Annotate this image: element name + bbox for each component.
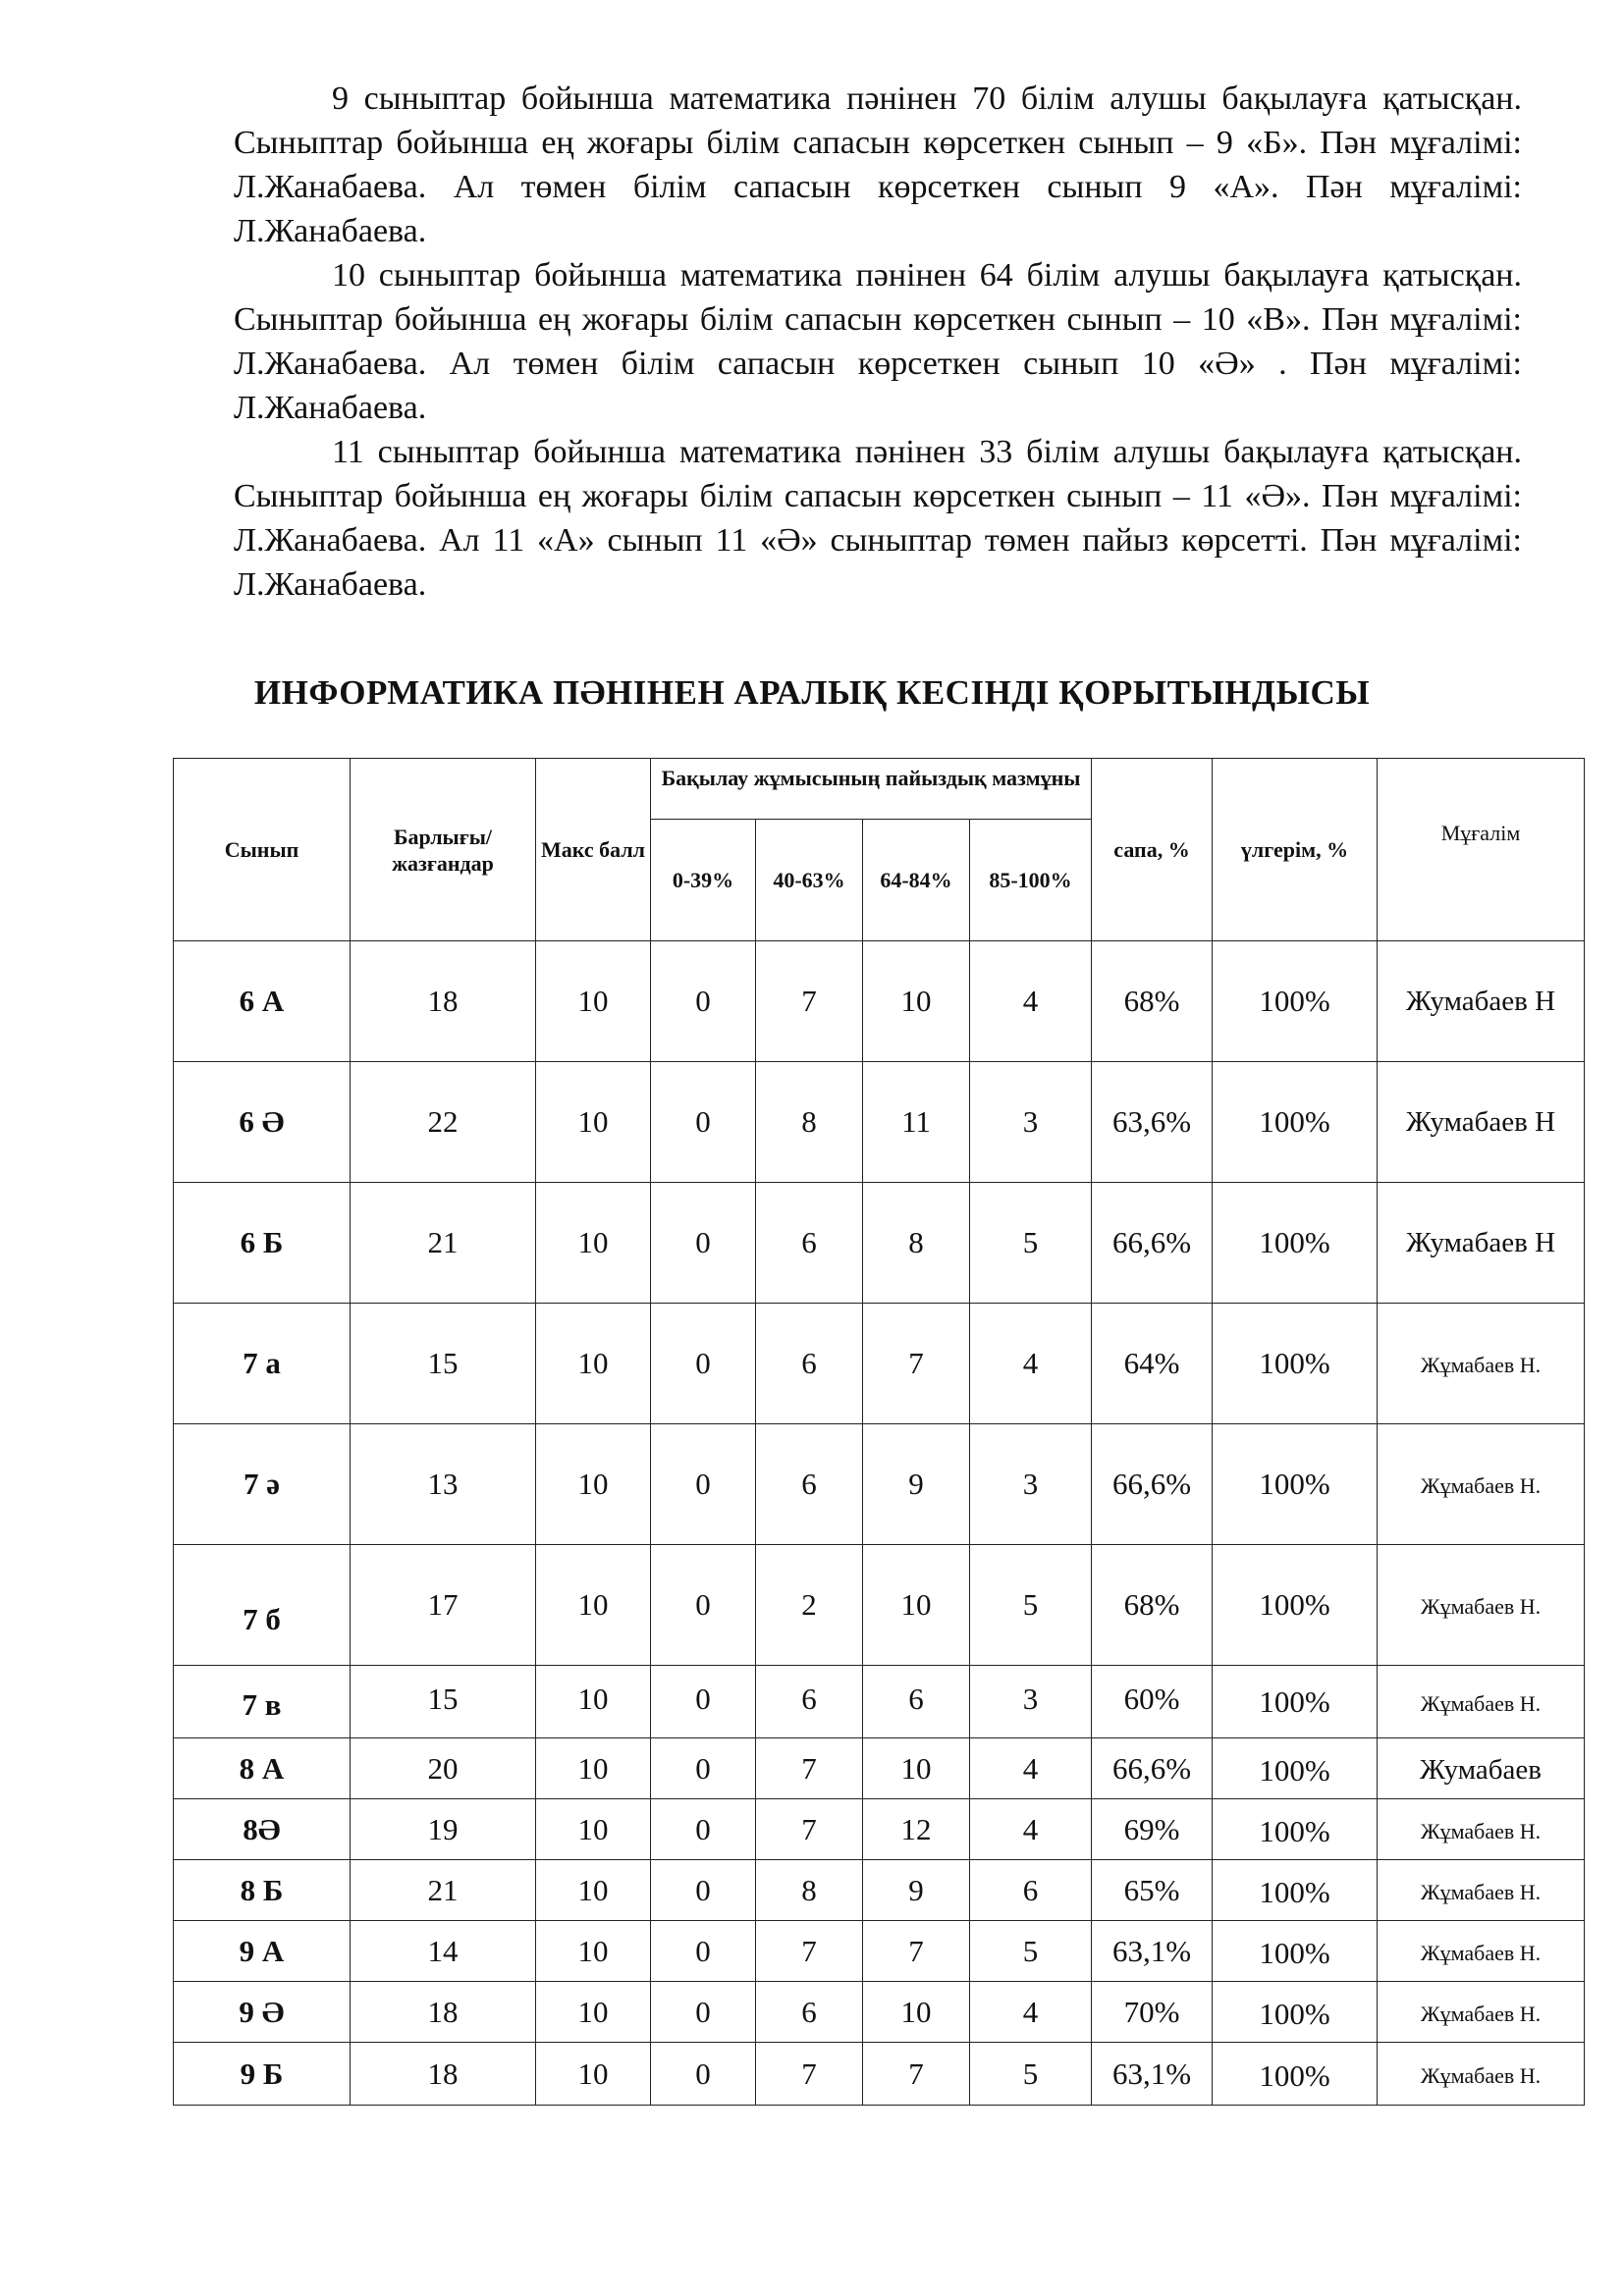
range-40-63-cell: 8 — [756, 1062, 863, 1183]
max-cell: 10 — [536, 1799, 651, 1860]
header-class: Сынып — [174, 759, 351, 941]
total-cell: 21 — [351, 1183, 536, 1304]
quality-cell: 63,1% — [1092, 2043, 1213, 2106]
total-cell: 15 — [351, 1304, 536, 1424]
range-64-84-cell: 10 — [863, 941, 970, 1062]
range-64-84-cell: 11 — [863, 1062, 970, 1183]
range-0-39-cell: 0 — [651, 1921, 756, 1982]
range-40-63-cell: 7 — [756, 1738, 863, 1799]
range-0-39-cell: 0 — [651, 1666, 756, 1738]
range-0-39-cell: 0 — [651, 1183, 756, 1304]
range-64-84-cell: 9 — [863, 1860, 970, 1921]
range-0-39-cell: 0 — [651, 1799, 756, 1860]
class-cell: 6 Б — [174, 1183, 351, 1304]
total-cell: 21 — [351, 1860, 536, 1921]
total-cell: 18 — [351, 2043, 536, 2106]
header-quality: сапа, % — [1092, 759, 1213, 941]
teacher-cell: Жұмабаев Н. — [1378, 1921, 1585, 1982]
range-85-100-cell: 3 — [970, 1062, 1092, 1183]
quality-cell: 70% — [1092, 1982, 1213, 2043]
table-row — [174, 1982, 1585, 2043]
class-cell: 7 ә — [174, 1424, 351, 1545]
range-64-84-cell: 9 — [863, 1424, 970, 1545]
class-cell: 8Ә — [174, 1799, 351, 1860]
section-title: ИНФОРМАТИКА ПӘНІНЕН АРАЛЫҚ КЕСІНДІ ҚОРЫТЫНДЫСЫ — [253, 673, 1371, 712]
range-85-100-cell: 5 — [970, 1921, 1092, 1982]
teacher-cell: Жұмабаев Н. — [1378, 1860, 1585, 1921]
range-0-39-cell: 0 — [651, 1545, 756, 1666]
paragraph-grade-9: 9 сыныптар бойынша математика пәнінен 70 білім алушы бақылауға қатысқан. Сыныптар бойынша ең жоғары білім сапасын көрсеткен сынып – 9 «Б». Пән мұғалімі: Л.Жанабаева. Ал төмен білім сапасын көрсеткен сынып 9 «А». Пән мұғалімі: Л.Жанабаева. — [234, 80, 1522, 249]
table-row — [174, 1062, 1585, 1183]
range-0-39-cell: 0 — [651, 1062, 756, 1183]
teacher-cell: Жумабаев Н — [1378, 941, 1585, 1062]
quality-cell: 66,6% — [1092, 1183, 1213, 1304]
quality-cell: 63,6% — [1092, 1062, 1213, 1183]
range-40-63-cell: 6 — [756, 1183, 863, 1304]
progress-cell: 100% — [1213, 2043, 1378, 2106]
class-cell: 7 а — [174, 1304, 351, 1424]
header-max-score: Макс балл — [536, 759, 651, 941]
quality-cell: 60% — [1092, 1666, 1213, 1738]
range-0-39-cell: 0 — [651, 1738, 756, 1799]
max-cell: 10 — [536, 2043, 651, 2106]
table-row — [174, 1860, 1585, 1921]
max-cell: 10 — [536, 1545, 651, 1666]
total-cell: 22 — [351, 1062, 536, 1183]
table-row — [174, 1799, 1585, 1860]
class-cell: 6 А — [174, 941, 351, 1062]
range-64-84-cell: 7 — [863, 1921, 970, 1982]
teacher-cell: Жумабаев Н — [1378, 1183, 1585, 1304]
range-40-63-cell: 8 — [756, 1860, 863, 1921]
range-0-39-cell: 0 — [651, 1860, 756, 1921]
range-64-84-cell: 7 — [863, 1304, 970, 1424]
total-cell: 14 — [351, 1921, 536, 1982]
table-row — [174, 1666, 1585, 1738]
progress-cell: 100% — [1213, 1738, 1378, 1799]
range-64-84-cell: 10 — [863, 1982, 970, 2043]
range-85-100-cell: 5 — [970, 1545, 1092, 1666]
total-cell: 19 — [351, 1799, 536, 1860]
range-64-84-cell: 10 — [863, 1738, 970, 1799]
progress-cell: 100% — [1213, 1062, 1378, 1183]
range-85-100-cell: 3 — [970, 1424, 1092, 1545]
quality-cell: 66,6% — [1092, 1424, 1213, 1545]
teacher-cell: Жумабаев Н — [1378, 1062, 1585, 1183]
range-85-100-cell: 5 — [970, 2043, 1092, 2106]
progress-cell: 100% — [1213, 1799, 1378, 1860]
range-40-63-cell: 2 — [756, 1545, 863, 1666]
results-table — [173, 758, 1585, 2106]
teacher-cell: Жұмабаев Н. — [1378, 1304, 1585, 1424]
report-text — [234, 77, 1522, 607]
teacher-cell: Жұмабаев Н. — [1378, 1982, 1585, 2043]
progress-cell: 100% — [1213, 1921, 1378, 1982]
table-row — [174, 1545, 1585, 1666]
table-row — [174, 941, 1585, 1062]
table-row — [174, 1738, 1585, 1799]
teacher-cell: Жұмабаев Н. — [1378, 1545, 1585, 1666]
class-cell: 7 б — [174, 1545, 351, 1666]
max-cell: 10 — [536, 1860, 651, 1921]
max-cell: 10 — [536, 941, 651, 1062]
header-teacher: Мұғалім — [1378, 759, 1585, 941]
teacher-cell: Жумабаев — [1378, 1738, 1585, 1799]
table-row — [174, 1304, 1585, 1424]
table-row — [174, 1921, 1585, 1982]
range-85-100-cell: 4 — [970, 1304, 1092, 1424]
quality-cell: 65% — [1092, 1860, 1213, 1921]
total-cell: 18 — [351, 941, 536, 1062]
paragraph-grade-11: 11 сыныптар бойынша математика пәнінен 33 білім алушы бақылауға қатысқан. Сыныптар бойынша ең жоғары білім сапасын көрсеткен сынып – 11 «Ә». Пән мұғалімі: Л.Жанабаева. Ал 11 «А» сынып 11 «Ә» сыныптар төмен пайыз көрсетті. Пән мұғалімі: Л.Жанабаева. — [234, 434, 1522, 603]
range-40-63-cell: 7 — [756, 1921, 863, 1982]
range-85-100-cell: 4 — [970, 1982, 1092, 2043]
progress-cell: 100% — [1213, 1860, 1378, 1921]
class-cell: 7 в — [174, 1666, 351, 1738]
range-0-39-cell: 0 — [651, 1982, 756, 2043]
class-cell: 6 Ә — [174, 1062, 351, 1183]
table-row — [174, 1424, 1585, 1545]
range-40-63-cell: 6 — [756, 1666, 863, 1738]
max-cell: 10 — [536, 1424, 651, 1545]
quality-cell: 66,6% — [1092, 1738, 1213, 1799]
range-64-84-cell: 6 — [863, 1666, 970, 1738]
class-cell: 8 А — [174, 1738, 351, 1799]
range-85-100-cell: 5 — [970, 1183, 1092, 1304]
range-64-84-cell: 7 — [863, 2043, 970, 2106]
header-score-distribution: Бақылау жұмысының пайыздық мазмұны — [651, 759, 1092, 820]
max-cell: 10 — [536, 1738, 651, 1799]
total-cell: 18 — [351, 1982, 536, 2043]
range-0-39-cell: 0 — [651, 941, 756, 1062]
max-cell: 10 — [536, 1183, 651, 1304]
paragraph-grade-10: 10 сыныптар бойынша математика пәнінен 64 білім алушы бақылауға қатысқан. Сыныптар бойынша ең жоғары білім сапасын көрсеткен сынып – 10 «В». Пән мұғалімі: Л.Жанабаева. Ал төмен білім сапасын көрсеткен сынып 10 «Ә» . Пән мұғалімі: Л.Жанабаева. — [234, 257, 1522, 426]
range-85-100-cell: 4 — [970, 1799, 1092, 1860]
total-cell: 17 — [351, 1545, 536, 1666]
range-85-100-cell: 6 — [970, 1860, 1092, 1921]
quality-cell: 64% — [1092, 1304, 1213, 1424]
range-85-100-cell: 4 — [970, 941, 1092, 1062]
table-row — [174, 2043, 1585, 2106]
quality-cell: 68% — [1092, 941, 1213, 1062]
quality-cell: 68% — [1092, 1545, 1213, 1666]
class-cell: 9 Ә — [174, 1982, 351, 2043]
range-0-39-cell: 0 — [651, 1304, 756, 1424]
max-cell: 10 — [536, 1982, 651, 2043]
header-range-85-100: 85-100% — [970, 820, 1092, 941]
teacher-cell: Жұмабаев Н. — [1378, 1424, 1585, 1545]
range-64-84-cell: 10 — [863, 1545, 970, 1666]
class-cell: 9 Б — [174, 2043, 351, 2106]
progress-cell: 100% — [1213, 1183, 1378, 1304]
max-cell: 10 — [536, 1062, 651, 1183]
header-total: Барлығы/ жазғандар — [351, 759, 536, 941]
range-40-63-cell: 7 — [756, 941, 863, 1062]
max-cell: 10 — [536, 1666, 651, 1738]
class-cell: 9 А — [174, 1921, 351, 1982]
progress-cell: 100% — [1213, 1545, 1378, 1666]
teacher-cell: Жұмабаев Н. — [1378, 1666, 1585, 1738]
range-40-63-cell: 6 — [756, 1424, 863, 1545]
progress-cell: 100% — [1213, 941, 1378, 1062]
total-cell: 20 — [351, 1738, 536, 1799]
progress-cell: 100% — [1213, 1666, 1378, 1738]
total-cell: 15 — [351, 1666, 536, 1738]
class-cell: 8 Б — [174, 1860, 351, 1921]
range-0-39-cell: 0 — [651, 1424, 756, 1545]
quality-cell: 69% — [1092, 1799, 1213, 1860]
max-cell: 10 — [536, 1304, 651, 1424]
quality-cell: 63,1% — [1092, 1921, 1213, 1982]
teacher-cell: Жұмабаев Н. — [1378, 1799, 1585, 1860]
range-85-100-cell: 4 — [970, 1738, 1092, 1799]
total-cell: 13 — [351, 1424, 536, 1545]
progress-cell: 100% — [1213, 1304, 1378, 1424]
range-40-63-cell: 6 — [756, 1304, 863, 1424]
range-0-39-cell: 0 — [651, 2043, 756, 2106]
range-40-63-cell: 7 — [756, 1799, 863, 1860]
table-row — [174, 1183, 1585, 1304]
header-progress: үлгерім, % — [1213, 759, 1378, 941]
max-cell: 10 — [536, 1921, 651, 1982]
progress-cell: 100% — [1213, 1424, 1378, 1545]
range-64-84-cell: 12 — [863, 1799, 970, 1860]
header-range-0-39: 0-39% — [651, 820, 756, 941]
teacher-cell: Жұмабаев Н. — [1378, 2043, 1585, 2106]
range-64-84-cell: 8 — [863, 1183, 970, 1304]
header-range-64-84: 64-84% — [863, 820, 970, 941]
range-40-63-cell: 6 — [756, 1982, 863, 2043]
range-40-63-cell: 7 — [756, 2043, 863, 2106]
progress-cell: 100% — [1213, 1982, 1378, 2043]
range-85-100-cell: 3 — [970, 1666, 1092, 1738]
header-range-40-63: 40-63% — [756, 820, 863, 941]
